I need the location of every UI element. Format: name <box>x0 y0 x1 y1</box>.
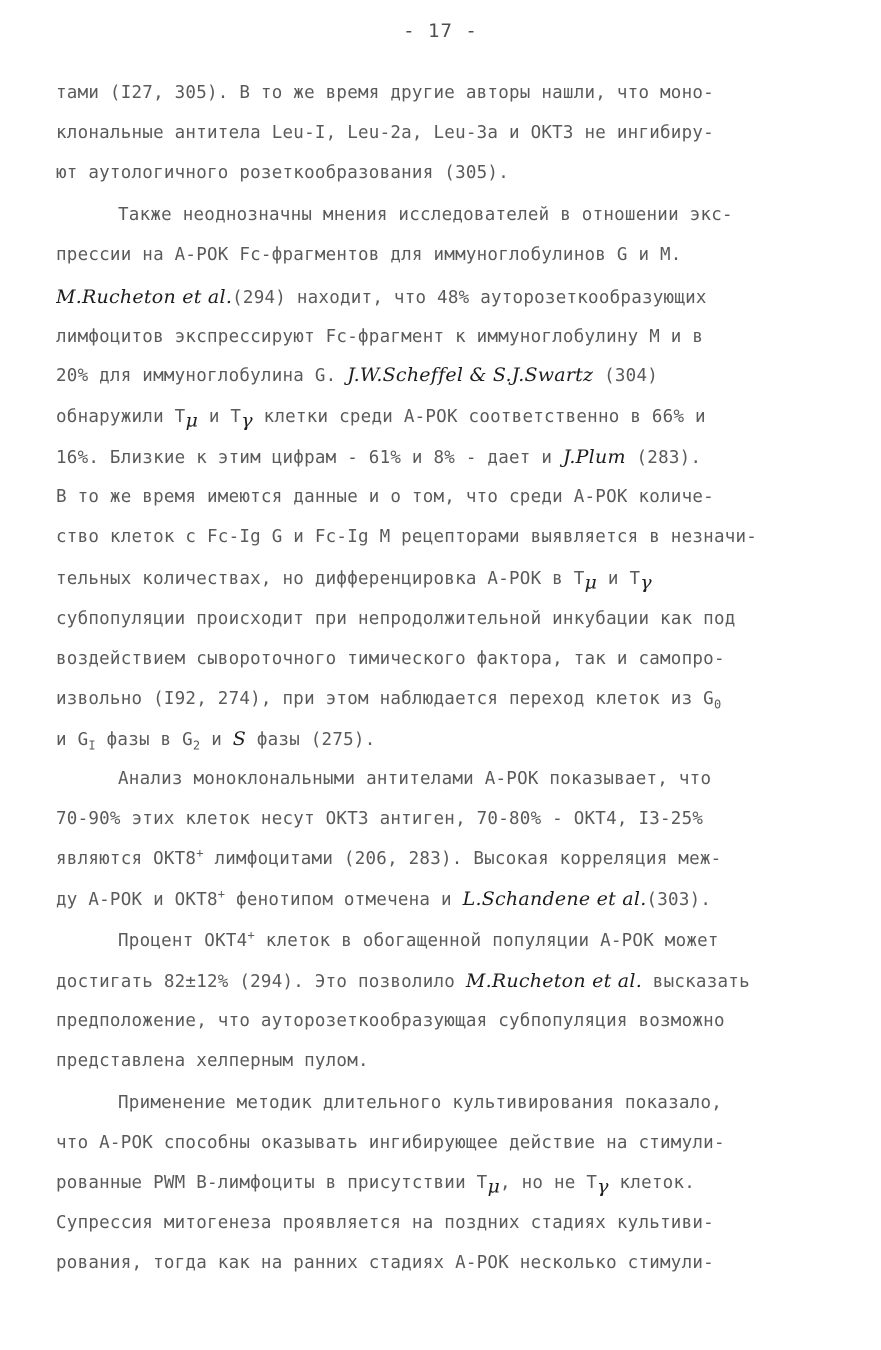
handwritten-author: L.Schandene et al. <box>462 888 647 910</box>
handwritten-author: J.W.Scheffel & S.J.Swartz <box>347 364 594 386</box>
text-line: извольно (I92, 274), при этом наблюдается переход клеток из $G_0$ <box>56 689 722 712</box>
text-line: Также неоднозначны мнения исследователей в отношении экс- <box>118 205 733 225</box>
text-line: ду А-РОК и ОКТ8+ фенотипом отмечена и L.Schandene et al.(303). <box>56 887 712 910</box>
text-line: 70-90% этих клеток несут ОКТ3 антиген, 70-80% - ОКТ4, I3-25% <box>56 809 704 829</box>
text-line: субпопуляции происходит при непродолжительной инкубации как под <box>56 609 736 629</box>
handwritten-author: M.Rucheton et al. <box>56 286 233 308</box>
handwritten-symbol: μ <box>584 571 598 592</box>
text-line: M.Rucheton et al.(294) находит, что 48% ауторозеткообразующих <box>56 286 707 308</box>
text-line: что А-РОК способны оказывать ингибирующее действие на стимули- <box>56 1133 725 1153</box>
text-line: рования, тогда как на ранних стадиях А-РОК несколько стимули- <box>56 1253 714 1273</box>
handwritten-symbol: μ <box>185 409 199 430</box>
text-line: обнаружили $T_\mu$ и $T_\gamma$ клетки среди А-РОК соответственно в 66% и <box>56 407 706 430</box>
page-number: - 17 - <box>403 20 478 42</box>
text-line: тельных количествах, но дифференцировка А-РОК в $T_\mu$ и $T_\gamma$ <box>56 569 652 592</box>
text-line: В то же время имеются данные и о том, что среди А-РОК количе- <box>56 487 714 507</box>
text-line: прессии на А-РОК Fc-фрагментов для иммуноглобулинов G и M. <box>56 245 682 265</box>
handwritten-symbol: γ <box>640 571 652 592</box>
handwritten-symbol: γ <box>241 409 253 430</box>
text-line: ство клеток с Fc-Ig G и Fc-Ig M рецепторами выявляется в незначи- <box>56 527 758 547</box>
text-line: Супрессия митогенеза проявляется на поздних стадиях культиви- <box>56 1213 714 1233</box>
text-line: клональные антитела Leu-I, Leu-2a, Leu-3a и ОКТ3 не ингибиру- <box>56 123 714 143</box>
text-line: являются ОКТ8+ лимфоцитами (206, 283). Высокая корреляция меж- <box>56 846 722 869</box>
text-line: рованные PWM В-лимфоциты в присутствии $T_\mu$, но не $T_\gamma$ клеток. <box>56 1173 696 1196</box>
text-line: 16%. Близкие к этим цифрам - 61% и 8% - дает и J.Plum (283). <box>56 446 702 468</box>
text-line: представлена хелперным пулом. <box>56 1051 369 1071</box>
handwritten-symbol: μ <box>487 1175 501 1196</box>
text-line: предположение, что ауторозеткообразующая субпопуляция возможно <box>56 1011 725 1031</box>
handwritten-author: J.Plum <box>562 446 626 468</box>
handwritten-symbol: S <box>232 728 247 750</box>
text-line: достигать 82±12% (294). Это позволило M.Rucheton et al. высказать <box>56 970 750 992</box>
text-line: и $G_I$ фазы в $G_2$ и S фазы (275). <box>56 728 376 753</box>
handwritten-symbol: γ <box>597 1175 609 1196</box>
text-line: Процент ОКТ4+ клеток в обогащенной популяции А-РОК может <box>118 928 719 951</box>
text-line: Анализ моноклональными антителами А-РОК показывает, что <box>118 769 712 789</box>
text-line: Применение методик длительного культивирования показало, <box>118 1093 723 1113</box>
text-line: ют аутологичного розеткообразования (305). <box>56 163 510 183</box>
handwritten-author: M.Rucheton et al. <box>465 970 642 992</box>
text-line: 20% для иммуноглобулина G. J.W.Scheffel & S.J.Swartz (304) <box>56 364 659 386</box>
text-line: воздействием сывороточного тимического фактора, так и самопро- <box>56 649 725 669</box>
text-line: лимфоцитов экспрессируют Fc-фрагмент к иммуноглобулину М и в <box>56 327 704 347</box>
text-line: тами (I27, 305). В то же время другие авторы нашли, что моно- <box>56 83 714 103</box>
